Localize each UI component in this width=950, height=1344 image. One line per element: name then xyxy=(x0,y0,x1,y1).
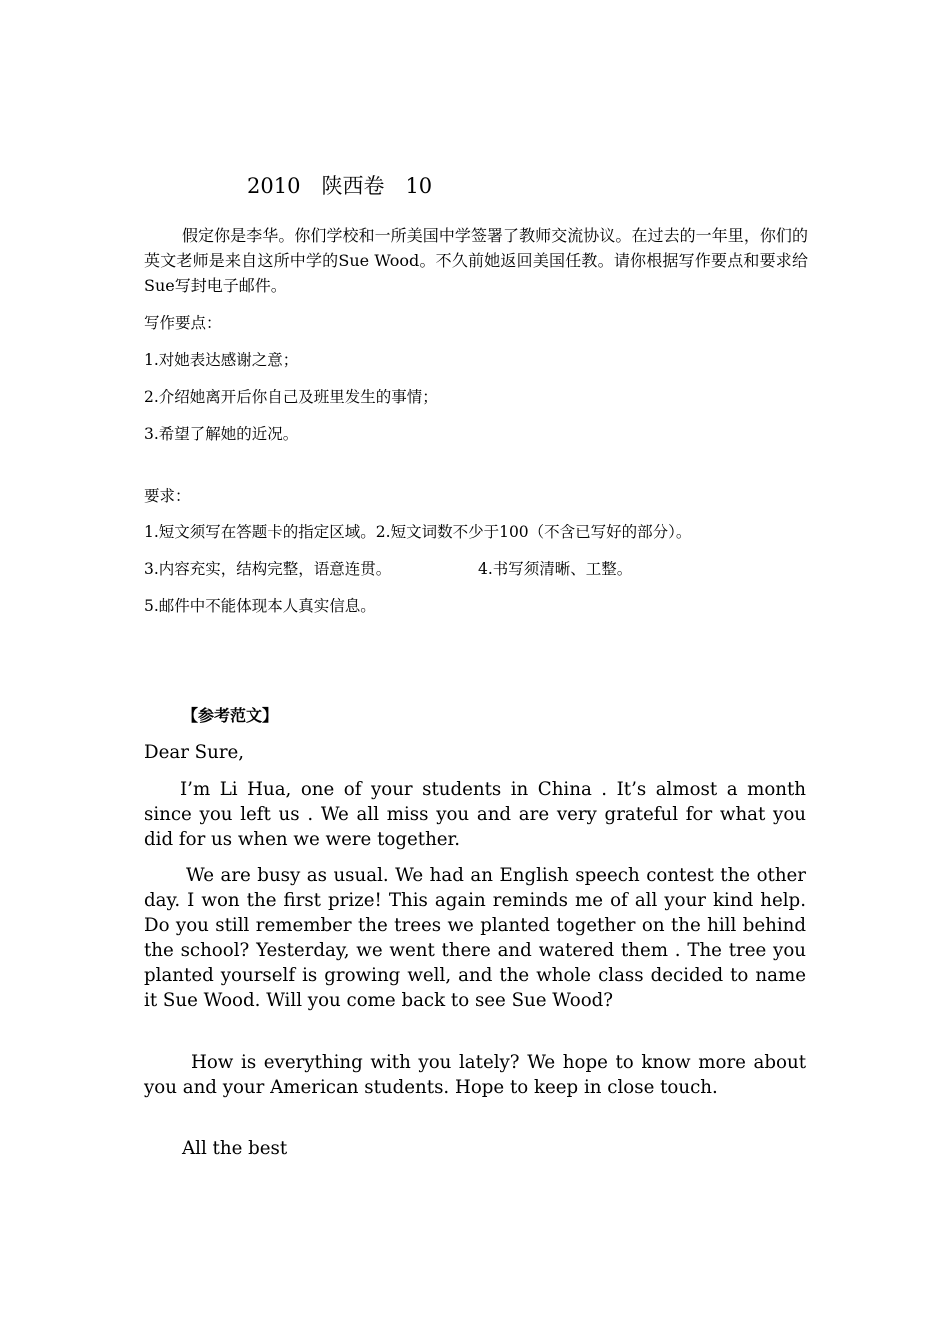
writing-point-3: 3.希望了解她的近况。 xyxy=(144,425,299,443)
requirements-heading: 要求： xyxy=(144,487,191,505)
page-title: 2010 陕西卷 10 xyxy=(247,174,433,198)
email-paragraph-2: We are busy as usual. We had an English speech contest the other day. I won the first prize! This again reminds me of all your kind help. Do you still remember the trees we planted together on the hill behind the school? Yesterday, we went there and watered them . The tree you planted yourself is growing well, and the whole class decided to name it Sue Wood. Will you come back to see Sue Wood? xyxy=(144,865,806,1011)
sample-essay-heading: 【参考范文】 xyxy=(182,706,279,725)
task-description: 假定你是李华。你们学校和一所美国中学签署了教师交流协议。在过去的一年里，你们的英文老师是来自这所中学的Sue Wood。不久前她返回美国任教。请你根据写作要点和要求给Sue写封电子邮件。 xyxy=(144,226,808,295)
requirement-5: 5.邮件中不能体现本人真实信息。 xyxy=(144,597,376,615)
email-paragraph-3: How is everything with you lately? We hope to know more about you and your American students. Hope to keep in close touch. xyxy=(144,1052,806,1098)
email-greeting: Dear Sure, xyxy=(144,742,245,763)
writing-points-heading: 写作要点： xyxy=(144,314,222,332)
email-paragraph-1: I’m Li Hua, one of your students in China . It’s almost a month since you left us . We all miss you and are very grateful for what you did for us when we were together. xyxy=(144,779,806,850)
requirement-3: 3.内容充实，结构完整，语意连贯。 xyxy=(144,560,392,578)
requirement-4: 4.书写须清晰、工整。 xyxy=(478,560,633,578)
email-closing: All the best xyxy=(182,1138,288,1159)
writing-point-2: 2.介绍她离开后你自己及班里发生的事情； xyxy=(144,388,438,406)
writing-point-1: 1.对她表达感谢之意； xyxy=(144,351,299,369)
requirement-1-2: 1.短文须写在答题卡的指定区域。2.短文词数不少于100（不含已写好的部分）。 xyxy=(144,523,692,541)
